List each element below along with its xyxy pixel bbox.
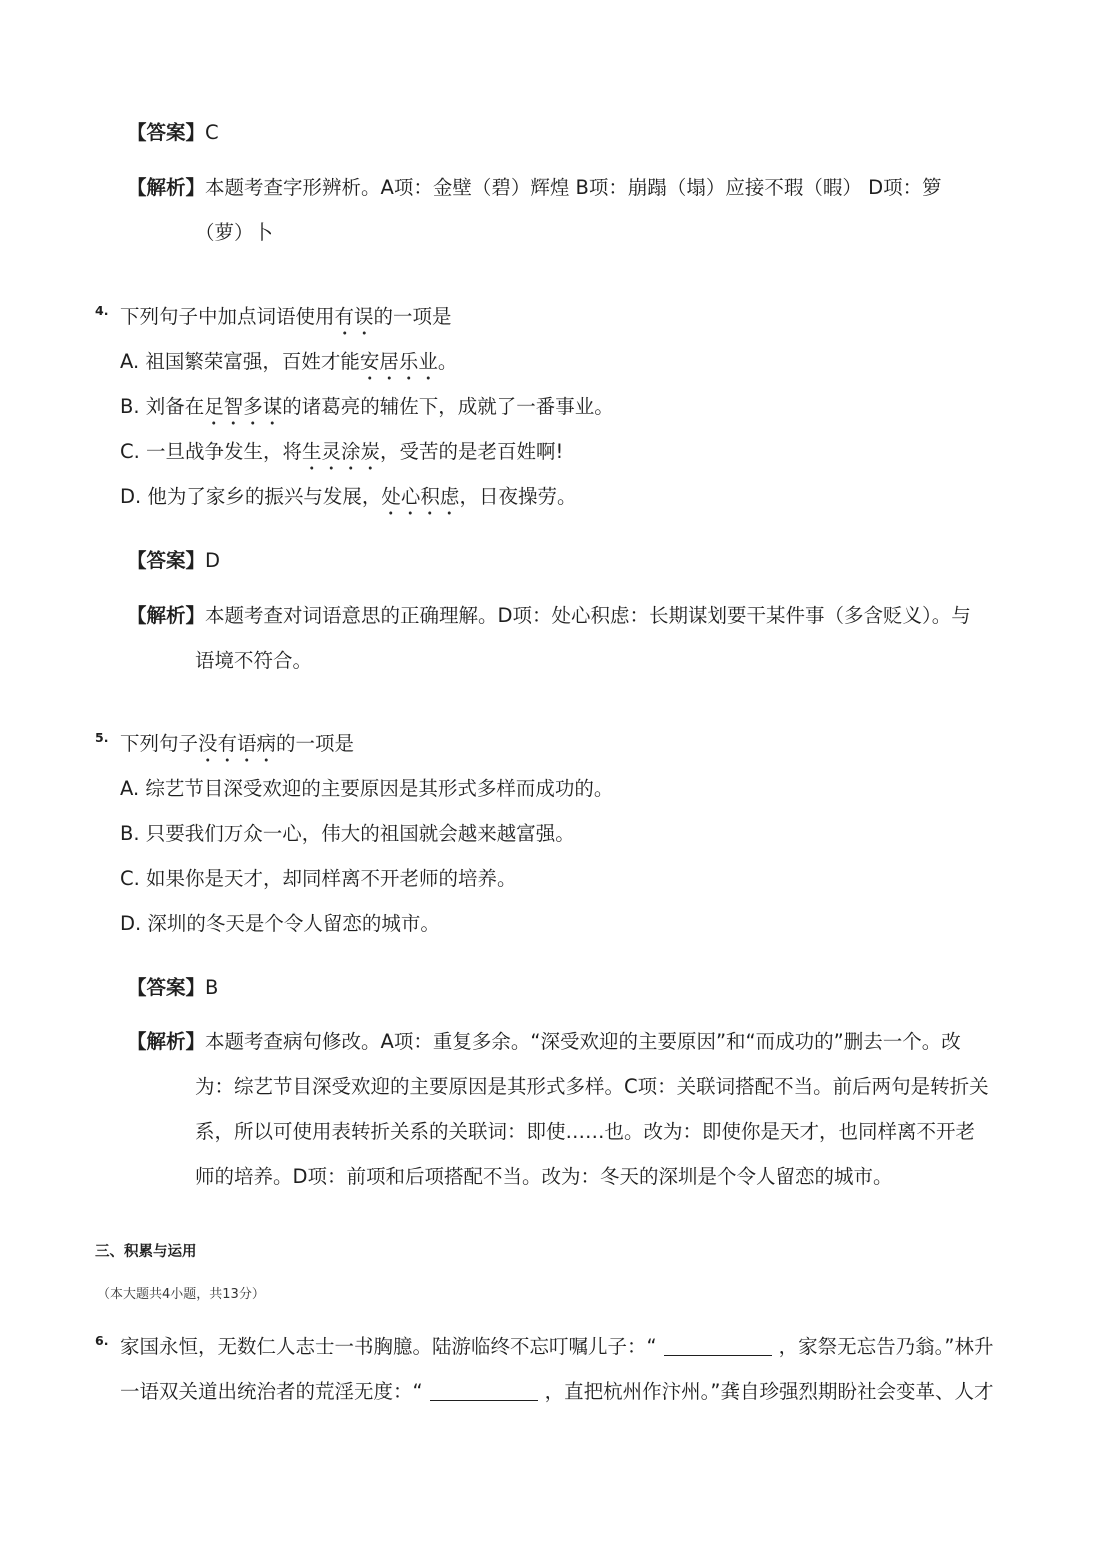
q4-answer xyxy=(127,548,220,574)
q5-answer xyxy=(127,975,218,1001)
question-text: ，家祭无忘告乃翁。”林升 xyxy=(778,1335,994,1358)
stem-text: 下列句子中加点词语使用 xyxy=(120,305,335,328)
q4-option-a xyxy=(120,349,457,375)
question-text: 一语双关道出统治者的荒淫无度：“ xyxy=(120,1380,423,1403)
q4-analysis-line-1 xyxy=(127,603,971,629)
answer-value: D xyxy=(205,549,221,572)
emphasized-word: 有误 xyxy=(335,305,374,336)
option-text: ，受苦的是老百姓啊! xyxy=(380,440,564,463)
section-subtitle: （本大题共4小题，共13分） xyxy=(97,1287,265,1302)
q5-option-d: D. 深圳的冬天是个令人留恋的城市。 xyxy=(120,912,440,935)
stem-text: 的一项是 xyxy=(373,305,452,328)
analysis-label: 【解析】 xyxy=(127,176,206,199)
q4-analysis-line-2: 语境不符合。 xyxy=(195,649,313,672)
q4-option-b xyxy=(120,394,614,420)
section-title: 三、积累与运用 xyxy=(95,1244,197,1260)
analysis-text: 本题考查字形辨析。A项：金壁（碧）辉煌 B项：崩蹋（塌）应接不瑕（暇） D项：箩 xyxy=(205,176,942,199)
analysis-text: 本题考查病句修改。A项：重复多余。“深受欢迎的主要原因”和“而成功的”删去一个。改 xyxy=(205,1030,961,1053)
q5-analysis-line-3: 系，所以可使用表转折关系的关联词：即使……也。改为：即使你是天才，也同样离不开老 xyxy=(195,1120,976,1143)
emphasized-word: 安居乐业 xyxy=(360,350,438,381)
option-text: 。 xyxy=(437,350,458,373)
q6-number: 6. xyxy=(95,1333,109,1348)
q6-line-2 xyxy=(120,1379,993,1405)
fill-blank xyxy=(664,1335,772,1356)
answer-label: 【答案】 xyxy=(127,549,206,572)
q5-analysis-line-1 xyxy=(127,1029,961,1055)
q5-number: 5. xyxy=(95,730,109,745)
option-text: B. 刘备在 xyxy=(120,395,205,418)
q4-option-d xyxy=(120,484,576,510)
emphasized-word: 没有语病 xyxy=(198,732,276,763)
question-text: 家国永恒，无数仁人志士一书胸臆。陆游临终不忘叮嘱儿子：“ xyxy=(120,1335,657,1358)
stem-text: 的一项是 xyxy=(276,732,355,755)
q3-analysis-line-1 xyxy=(127,175,942,201)
analysis-label: 【解析】 xyxy=(127,604,206,627)
q5-option-a: A. 综艺节目深受欢迎的主要原因是其形式多样而成功的。 xyxy=(120,777,614,800)
answer-value: C xyxy=(205,121,219,144)
emphasized-word: 处心积虑 xyxy=(381,485,459,516)
q4-stem xyxy=(120,304,452,330)
q6-line-1 xyxy=(120,1334,993,1360)
q5-stem xyxy=(120,731,354,757)
option-text: A. 祖国繁荣富强，百姓才能 xyxy=(120,350,360,373)
answer-label: 【答案】 xyxy=(127,121,206,144)
stem-text: 下列句子 xyxy=(120,732,199,755)
emphasized-word: 足智多谋 xyxy=(204,395,282,426)
option-text: 的诸葛亮的辅佐下，成就了一番事业。 xyxy=(282,395,614,418)
analysis-label: 【解析】 xyxy=(127,1030,206,1053)
q4-number: 4. xyxy=(95,303,109,318)
q3-answer xyxy=(127,120,219,146)
q3-analysis-line-2: （萝）卜 xyxy=(195,221,274,244)
emphasized-word: 生灵涂炭 xyxy=(302,440,380,471)
option-text: ，日夜操劳。 xyxy=(459,485,577,508)
analysis-text: 本题考查对词语意思的正确理解。D项：处心积虑：长期谋划要干某件事（多含贬义）。与 xyxy=(205,604,971,627)
q5-option-c: C. 如果你是天才，却同样离不开老师的培养。 xyxy=(120,867,517,890)
q5-option-b: B. 只要我们万众一心，伟大的祖国就会越来越富强。 xyxy=(120,822,575,845)
q5-analysis-line-2: 为：综艺节目深受欢迎的主要原因是其形式多样。C项：关联词搭配不当。前后两句是转折关 xyxy=(195,1075,989,1098)
option-text: D. 他为了家乡的振兴与发展， xyxy=(120,485,382,508)
q4-option-c xyxy=(120,439,563,465)
answer-label: 【答案】 xyxy=(127,976,206,999)
q5-analysis-line-4: 师的培养。D项：前项和后项搭配不当。改为：冬天的深圳是个令人留恋的城市。 xyxy=(195,1165,893,1188)
option-text: C. 一旦战争发生，将 xyxy=(120,440,303,463)
fill-blank xyxy=(430,1380,538,1401)
question-text: ，直把杭州作汴州。”龚自珍强烈期盼社会变革、人才 xyxy=(544,1380,994,1403)
answer-value: B xyxy=(205,976,219,999)
